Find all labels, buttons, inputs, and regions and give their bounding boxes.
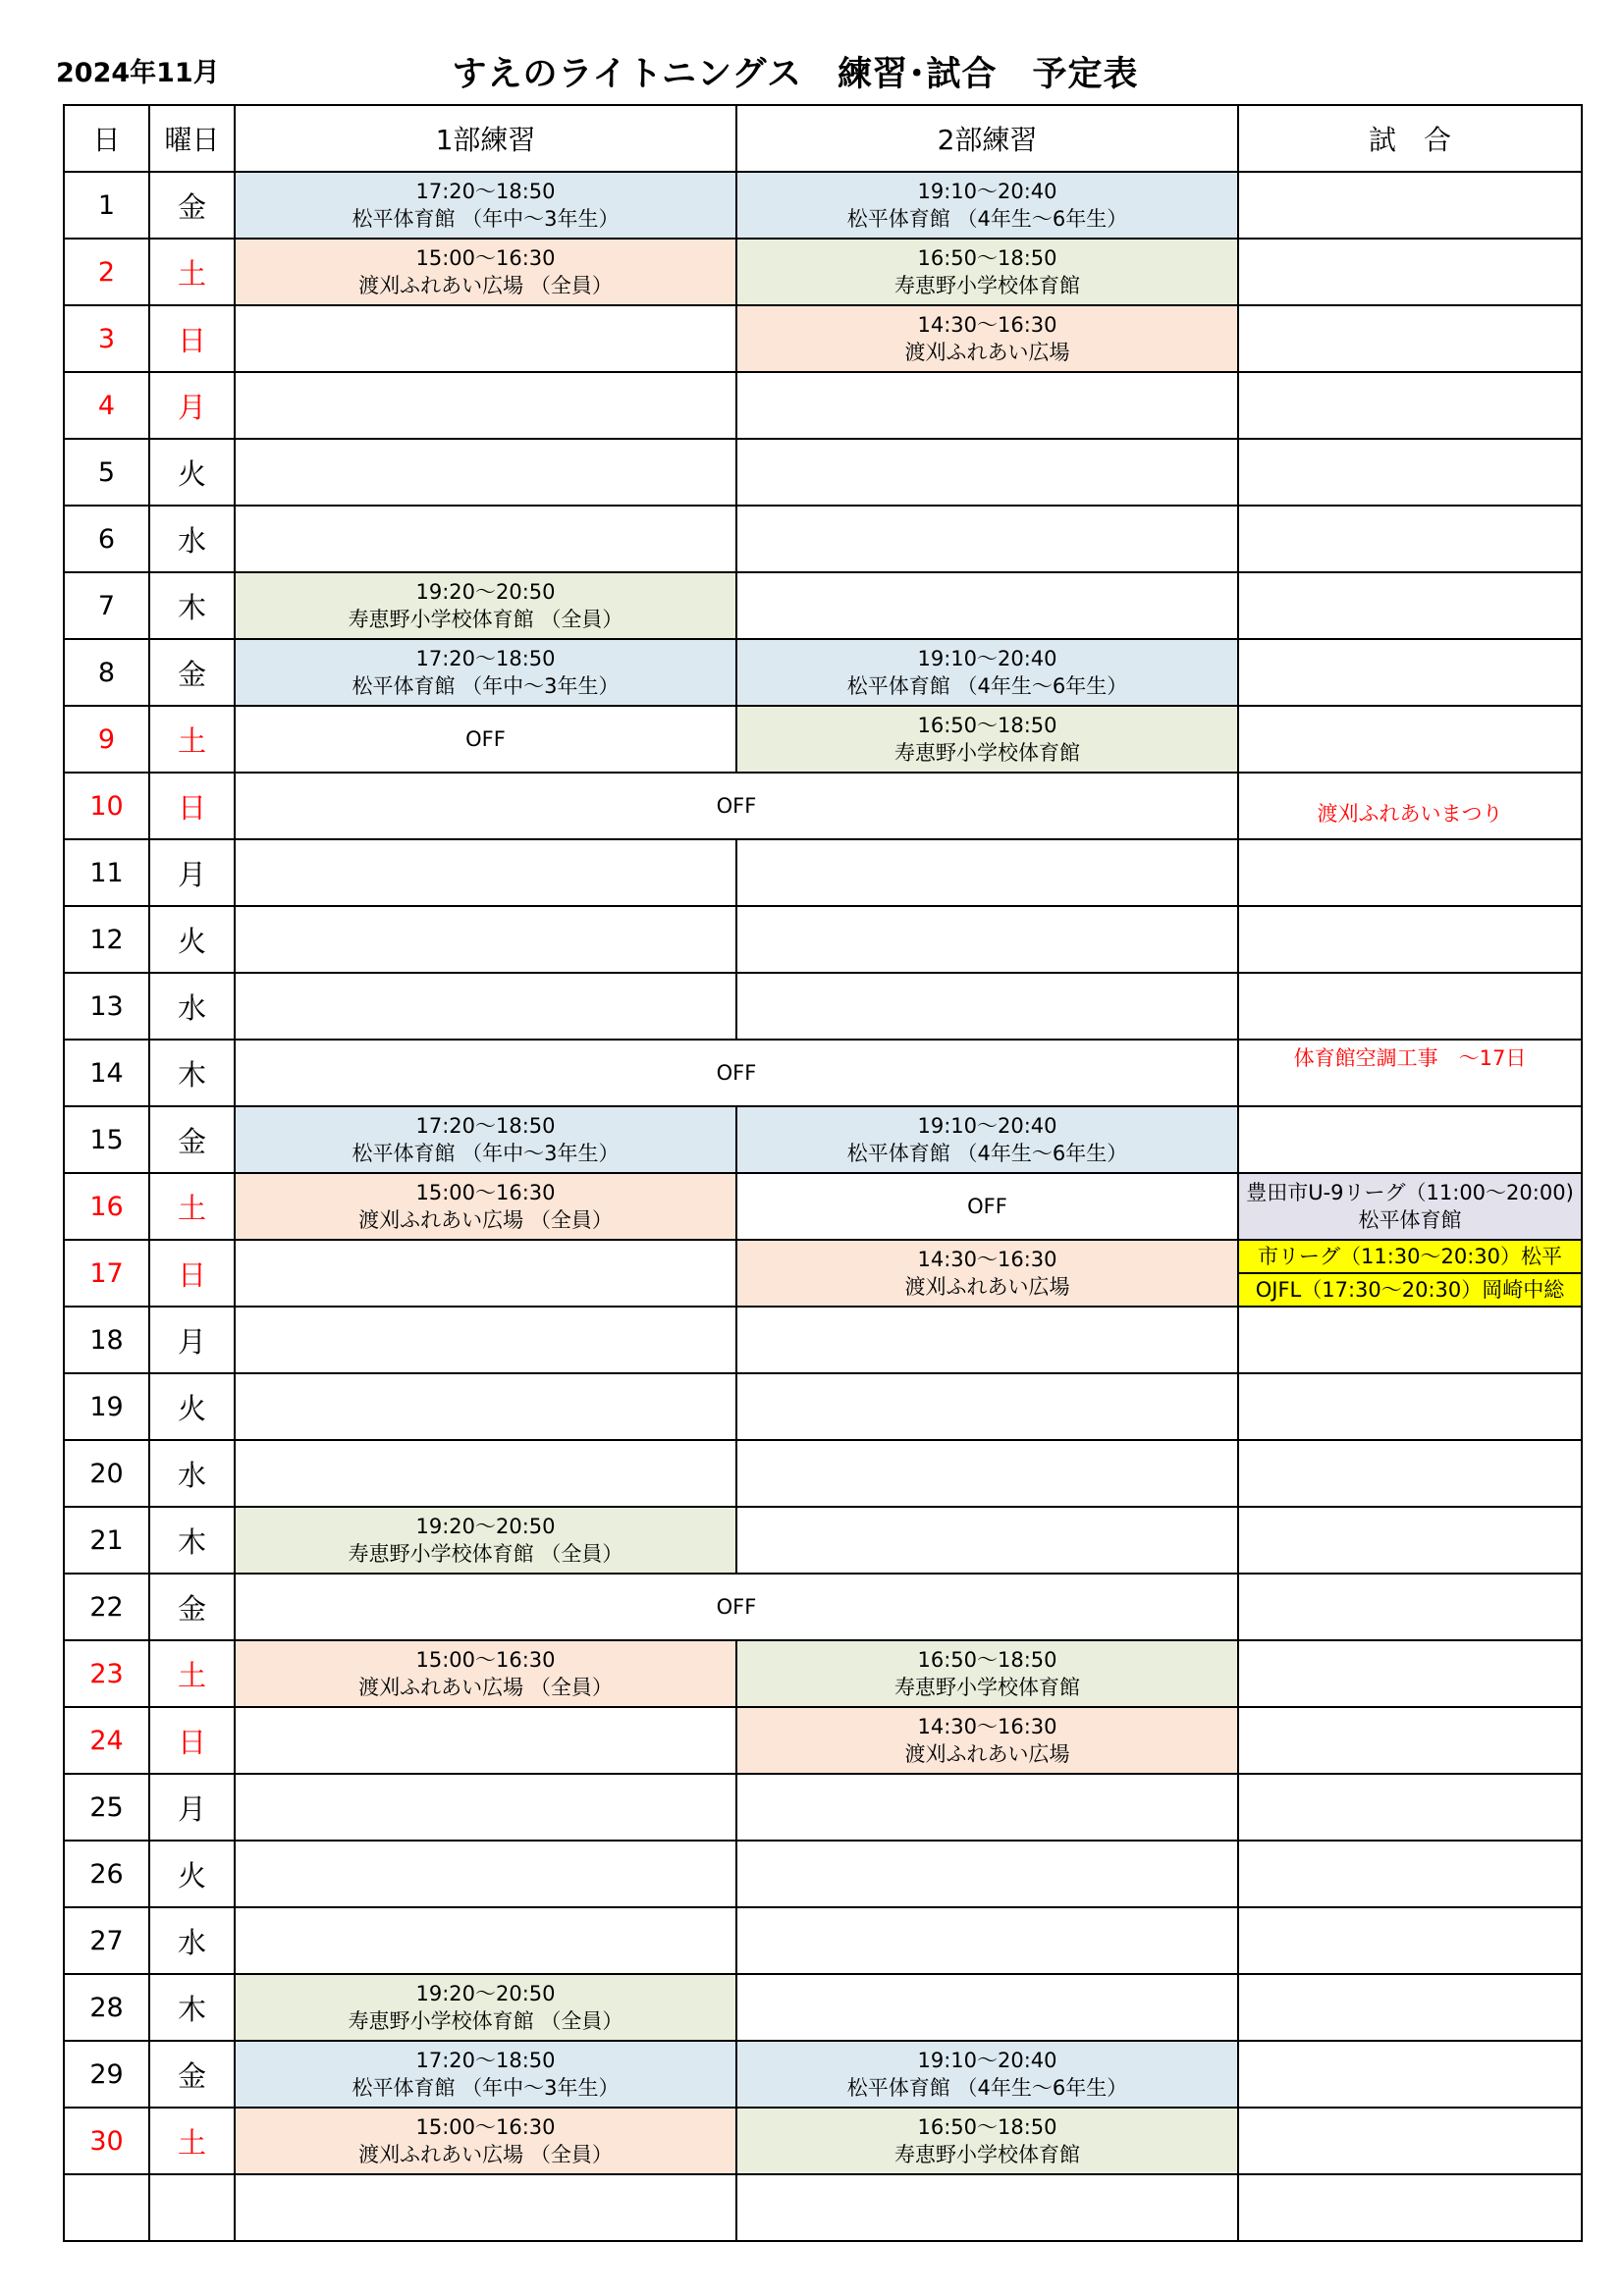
practice-2-cell xyxy=(736,439,1238,506)
practice-2-cell xyxy=(736,2174,1238,2241)
table-row xyxy=(64,906,1582,973)
practice-place: 渡刈ふれあい広場 xyxy=(904,1275,1070,1299)
weekday: 日 xyxy=(149,1240,235,1307)
day-number: 10 xyxy=(64,773,149,839)
day-number: 29 xyxy=(64,2041,149,2108)
month-label: 2024年11月 xyxy=(56,58,220,88)
practice-2-cell xyxy=(736,2108,1238,2174)
practice-1-cell xyxy=(235,1373,736,1440)
day-number: 26 xyxy=(64,1841,149,1907)
weekday: 水 xyxy=(149,1440,235,1507)
table-row xyxy=(64,1707,1582,1774)
practice-place: 松平体育館 （4年生〜6年生） xyxy=(846,207,1128,231)
weekday: 木 xyxy=(149,572,235,639)
practice-place: 松平体育館 （年中〜3年生） xyxy=(352,1142,620,1165)
weekday: 土 xyxy=(149,1640,235,1707)
practice-1-cell xyxy=(235,1106,736,1173)
practice-place: 松平体育館 （4年生〜6年生） xyxy=(846,1142,1128,1165)
day-number xyxy=(64,2174,149,2241)
practice-1-cell xyxy=(235,305,736,372)
practice-place: 寿恵野小学校体育館 xyxy=(894,2143,1080,2166)
practice-time: 19:20〜20:50 xyxy=(415,580,556,604)
practice-1-cell xyxy=(235,572,736,639)
match-cell xyxy=(1238,1240,1582,1307)
practice-2-cell xyxy=(736,906,1238,973)
practice-place: 渡刈ふれあい広場 （全員） xyxy=(358,1676,613,1699)
match-cell xyxy=(1238,1707,1582,1774)
practice-time: 19:10〜20:40 xyxy=(917,180,1057,203)
day-number: 5 xyxy=(64,439,149,506)
match-cell xyxy=(1238,839,1582,906)
match-cell xyxy=(1238,239,1582,305)
practice-1-cell xyxy=(235,1974,736,2041)
table-row xyxy=(64,506,1582,572)
practice-2-cell xyxy=(736,1440,1238,1507)
practice-1-cell xyxy=(235,239,736,305)
match-cell xyxy=(1238,372,1582,439)
col-header-day: 日 xyxy=(64,105,149,172)
practice-1-cell xyxy=(235,639,736,706)
table-row xyxy=(64,172,1582,239)
day-number: 6 xyxy=(64,506,149,572)
day-number: 2 xyxy=(64,239,149,305)
day-number: 17 xyxy=(64,1240,149,1307)
day-number: 15 xyxy=(64,1106,149,1173)
match-cell xyxy=(1238,906,1582,973)
practice-time: 14:30〜16:30 xyxy=(917,1715,1057,1738)
table-row xyxy=(64,305,1582,372)
match-cell xyxy=(1238,773,1582,839)
day-number: 24 xyxy=(64,1707,149,1774)
practice-time: 16:50〜18:50 xyxy=(917,246,1057,270)
practice-1-off: OFF xyxy=(235,706,736,773)
practice-2-cell xyxy=(736,506,1238,572)
table-row xyxy=(64,439,1582,506)
match-cell xyxy=(1238,572,1582,639)
table-row xyxy=(64,1974,1582,2041)
match-cell xyxy=(1238,439,1582,506)
weekday: 火 xyxy=(149,1841,235,1907)
practice-1-cell xyxy=(235,1640,736,1707)
match-cell xyxy=(1238,1106,1582,1173)
practice-time: 15:00〜16:30 xyxy=(415,246,556,270)
table-row xyxy=(64,973,1582,1040)
match-cell xyxy=(1238,973,1582,1040)
col-header-practice-1: 1部練習 xyxy=(235,105,736,172)
weekday: 土 xyxy=(149,239,235,305)
table-row xyxy=(64,1507,1582,1574)
day-number: 13 xyxy=(64,973,149,1040)
event-note: 渡刈ふれあいまつり xyxy=(1317,802,1503,826)
practice-place: 松平体育館 （年中〜3年生） xyxy=(352,2076,620,2100)
day-number: 30 xyxy=(64,2108,149,2174)
practice-time: 17:20〜18:50 xyxy=(415,1114,556,1138)
practice-1-cell xyxy=(235,1707,736,1774)
match-cell xyxy=(1238,1640,1582,1707)
day-number: 8 xyxy=(64,639,149,706)
practice-place: 渡刈ふれあい広場 （全員） xyxy=(358,274,613,297)
day-number: 9 xyxy=(64,706,149,773)
table-row xyxy=(64,1774,1582,1841)
practice-2-cell xyxy=(736,2041,1238,2108)
practice-2-cell xyxy=(736,1907,1238,1974)
match-split xyxy=(1239,1241,1581,1306)
schedule-table xyxy=(63,104,1583,2242)
practice-1-cell xyxy=(235,506,736,572)
match-cell xyxy=(1238,1907,1582,1974)
day-number: 12 xyxy=(64,906,149,973)
match-cell xyxy=(1238,2108,1582,2174)
practice-place: 渡刈ふれあい広場 （全員） xyxy=(358,1208,613,1232)
weekday: 水 xyxy=(149,973,235,1040)
practice-1-cell xyxy=(235,1440,736,1507)
practice-2-cell xyxy=(736,572,1238,639)
practice-off-merged: OFF xyxy=(235,773,1238,839)
practice-time: 16:50〜18:50 xyxy=(917,714,1057,737)
day-number: 20 xyxy=(64,1440,149,1507)
match-cell xyxy=(1238,1841,1582,1907)
practice-place: 寿恵野小学校体育館 xyxy=(894,1676,1080,1699)
practice-time: 19:10〜20:40 xyxy=(917,2049,1057,2072)
table-row xyxy=(64,1440,1582,1507)
practice-1-cell xyxy=(235,906,736,973)
practice-time: 16:50〜18:50 xyxy=(917,1648,1057,1672)
table-row xyxy=(64,1307,1582,1373)
practice-2-cell xyxy=(736,1774,1238,1841)
match-cell xyxy=(1238,2041,1582,2108)
weekday: 金 xyxy=(149,1106,235,1173)
practice-1-cell xyxy=(235,2108,736,2174)
weekday: 月 xyxy=(149,1307,235,1373)
match-cell xyxy=(1238,305,1582,372)
weekday: 水 xyxy=(149,506,235,572)
practice-2-cell xyxy=(736,639,1238,706)
table-row xyxy=(64,1106,1582,1173)
event-note: 体育館空調工事 〜17日 xyxy=(1293,1046,1527,1070)
practice-off-merged: OFF xyxy=(235,1574,1238,1640)
weekday: 火 xyxy=(149,439,235,506)
practice-1-cell xyxy=(235,1240,736,1307)
practice-1-cell xyxy=(235,439,736,506)
table-row xyxy=(64,1907,1582,1974)
day-number: 4 xyxy=(64,372,149,439)
practice-time: 17:20〜18:50 xyxy=(415,2049,556,2072)
practice-place: 松平体育館 （4年生〜6年生） xyxy=(846,2076,1128,2100)
practice-time: 19:10〜20:40 xyxy=(917,647,1057,670)
weekday: 火 xyxy=(149,906,235,973)
practice-1-cell xyxy=(235,2041,736,2108)
practice-1-cell xyxy=(235,1307,736,1373)
table-row xyxy=(64,572,1582,639)
practice-1-cell xyxy=(235,172,736,239)
practice-2-cell xyxy=(736,239,1238,305)
weekday: 木 xyxy=(149,1974,235,2041)
match-cell xyxy=(1238,1774,1582,1841)
match-cell xyxy=(1238,1440,1582,1507)
weekday: 火 xyxy=(149,1373,235,1440)
practice-time: 15:00〜16:30 xyxy=(415,2115,556,2139)
table-row xyxy=(64,372,1582,439)
day-number: 21 xyxy=(64,1507,149,1574)
weekday: 金 xyxy=(149,639,235,706)
table-row xyxy=(64,1173,1582,1240)
practice-2-cell xyxy=(736,1307,1238,1373)
practice-1-cell xyxy=(235,1173,736,1240)
practice-2-cell xyxy=(736,1841,1238,1907)
practice-place: 寿恵野小学校体育館 xyxy=(894,741,1080,765)
day-number: 23 xyxy=(64,1640,149,1707)
day-number: 7 xyxy=(64,572,149,639)
weekday: 月 xyxy=(149,372,235,439)
practice-time: 15:00〜16:30 xyxy=(415,1181,556,1204)
weekday: 月 xyxy=(149,1774,235,1841)
day-number: 27 xyxy=(64,1907,149,1974)
practice-time: 17:20〜18:50 xyxy=(415,180,556,203)
weekday: 木 xyxy=(149,1040,235,1106)
match-cell xyxy=(1238,1974,1582,2041)
day-number: 18 xyxy=(64,1307,149,1373)
table-row xyxy=(64,773,1582,839)
city-league-entry: 市リーグ（11:30〜20:30）松平 xyxy=(1239,1241,1581,1274)
league-venue: 松平体育館 xyxy=(1358,1208,1462,1232)
practice-place: 松平体育館 （年中〜3年生） xyxy=(352,674,620,698)
practice-2-cell xyxy=(736,1507,1238,1574)
practice-1-cell xyxy=(235,839,736,906)
col-header-weekday: 曜日 xyxy=(149,105,235,172)
weekday: 金 xyxy=(149,1574,235,1640)
page-title: すえのライトニングス 練習･試合 予定表 xyxy=(452,55,1139,94)
table-row xyxy=(64,239,1582,305)
practice-2-cell xyxy=(736,1974,1238,2041)
practice-time: 19:20〜20:50 xyxy=(415,1515,556,1538)
table-row-empty xyxy=(64,2174,1582,2241)
match-cell xyxy=(1238,1173,1582,1240)
match-cell xyxy=(1238,172,1582,239)
match-cell xyxy=(1238,639,1582,706)
weekday: 日 xyxy=(149,773,235,839)
practice-place: 寿恵野小学校体育館 （全員） xyxy=(348,608,623,631)
weekday: 日 xyxy=(149,1707,235,1774)
weekday: 土 xyxy=(149,1173,235,1240)
practice-2-cell xyxy=(736,973,1238,1040)
day-number: 28 xyxy=(64,1974,149,2041)
day-number: 11 xyxy=(64,839,149,906)
practice-time: 19:20〜20:50 xyxy=(415,1982,556,2005)
table-row xyxy=(64,2108,1582,2174)
table-row xyxy=(64,1040,1582,1106)
day-number: 22 xyxy=(64,1574,149,1640)
day-number: 3 xyxy=(64,305,149,372)
practice-1-cell xyxy=(235,2174,736,2241)
practice-place: 渡刈ふれあい広場 （全員） xyxy=(358,2143,613,2166)
practice-time: 17:20〜18:50 xyxy=(415,647,556,670)
table-row xyxy=(64,706,1582,773)
table-row xyxy=(64,1640,1582,1707)
practice-time: 14:30〜16:30 xyxy=(917,313,1057,337)
practice-2-cell xyxy=(736,1707,1238,1774)
weekday: 土 xyxy=(149,2108,235,2174)
practice-1-cell xyxy=(235,1841,736,1907)
practice-2-cell xyxy=(736,372,1238,439)
table-row xyxy=(64,839,1582,906)
practice-1-cell xyxy=(235,1907,736,1974)
weekday: 水 xyxy=(149,1907,235,1974)
weekday: 木 xyxy=(149,1507,235,1574)
match-cell xyxy=(1238,1307,1582,1373)
match-cell xyxy=(1238,706,1582,773)
practice-2-cell xyxy=(736,839,1238,906)
practice-place: 松平体育館 （4年生〜6年生） xyxy=(846,674,1128,698)
practice-place: 渡刈ふれあい広場 xyxy=(904,1742,1070,1766)
practice-place: 寿恵野小学校体育館 （全員） xyxy=(348,1542,623,1566)
day-number: 1 xyxy=(64,172,149,239)
practice-2-cell xyxy=(736,1640,1238,1707)
practice-2-cell xyxy=(736,706,1238,773)
practice-2-cell xyxy=(736,305,1238,372)
practice-1-cell xyxy=(235,1507,736,1574)
day-number: 25 xyxy=(64,1774,149,1841)
practice-place: 松平体育館 （年中〜3年生） xyxy=(352,207,620,231)
col-header-practice-2: 2部練習 xyxy=(736,105,1238,172)
schedule-body xyxy=(64,172,1582,2241)
match-cell xyxy=(1238,1507,1582,1574)
practice-place: 寿恵野小学校体育館 xyxy=(894,274,1080,297)
table-row xyxy=(64,1841,1582,1907)
practice-time: 14:30〜16:30 xyxy=(917,1248,1057,1271)
day-number: 14 xyxy=(64,1040,149,1106)
weekday: 金 xyxy=(149,2041,235,2108)
table-row xyxy=(64,1240,1582,1307)
header-row xyxy=(64,105,1582,172)
ojfl-entry: OJFL（17:30〜20:30）岡崎中総 xyxy=(1239,1274,1581,1306)
practice-place: 寿恵野小学校体育館 （全員） xyxy=(348,2009,623,2033)
match-cell xyxy=(1238,1373,1582,1440)
day-number: 19 xyxy=(64,1373,149,1440)
practice-time: 15:00〜16:30 xyxy=(415,1648,556,1672)
weekday: 金 xyxy=(149,172,235,239)
col-header-match: 試 合 xyxy=(1238,105,1582,172)
table-row xyxy=(64,1373,1582,1440)
practice-1-cell xyxy=(235,372,736,439)
table-row xyxy=(64,2041,1582,2108)
weekday: 日 xyxy=(149,305,235,372)
practice-time: 19:10〜20:40 xyxy=(917,1114,1057,1138)
match-cell xyxy=(1238,506,1582,572)
practice-off-merged: OFF xyxy=(235,1040,1238,1106)
day-number: 16 xyxy=(64,1173,149,1240)
practice-2-cell xyxy=(736,1240,1238,1307)
table-row xyxy=(64,639,1582,706)
practice-2-off: OFF xyxy=(736,1173,1238,1240)
match-cell xyxy=(1238,1040,1582,1106)
league-name: 豊田市U-9リーグ（11:00〜20:00) xyxy=(1246,1181,1574,1204)
weekday: 月 xyxy=(149,839,235,906)
match-cell xyxy=(1238,1574,1582,1640)
practice-place: 渡刈ふれあい広場 xyxy=(904,341,1070,364)
table-row xyxy=(64,1574,1582,1640)
weekday xyxy=(149,2174,235,2241)
match-cell xyxy=(1238,2174,1582,2241)
practice-2-cell xyxy=(736,1373,1238,1440)
weekday: 土 xyxy=(149,706,235,773)
practice-1-cell xyxy=(235,973,736,1040)
practice-time: 16:50〜18:50 xyxy=(917,2115,1057,2139)
practice-2-cell xyxy=(736,172,1238,239)
practice-1-cell xyxy=(235,1774,736,1841)
practice-2-cell xyxy=(736,1106,1238,1173)
